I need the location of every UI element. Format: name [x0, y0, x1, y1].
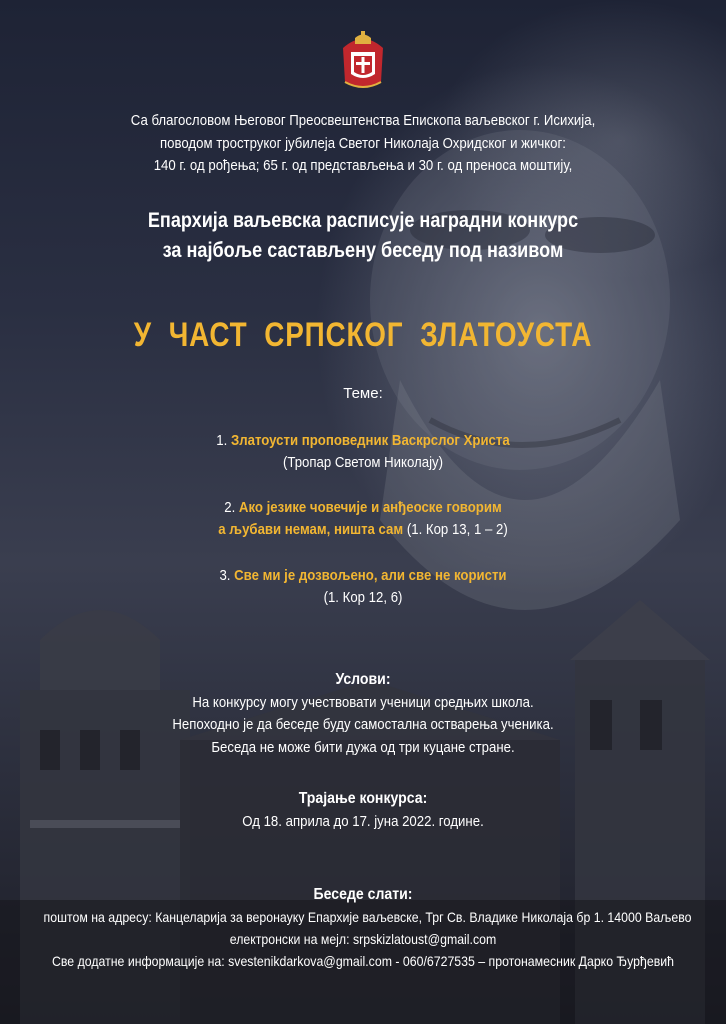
conditions-line-3: Беседа не може бити дужа од три куцане стране. [211, 738, 515, 756]
themes-label: Теме: [343, 385, 383, 402]
theme-item-1 [44, 430, 683, 474]
intro-line-2: поводом троструког јубилеја Светог Николаја Охридског и жичког: [160, 134, 566, 152]
intro-line-3: 140 г. од рођења; 65 г. од представљења и 30 г. од преноса моштију, [153, 157, 573, 174]
competition-announcement [51, 206, 675, 266]
contact-info: Све додатне информације на: svestenikdarkova@gmail.com - 060/6727535 – протонамесник Дарко Ђурђевић [51, 953, 675, 969]
theme-2-title-line-2: а љубави немам, ништа сам [218, 521, 404, 538]
submission-postal-address: поштом на адресу: Канцеларија за веронауку Епархије ваљевске, Трг Св. Владике Николаја бр 1. 14000 Ваљево [43, 909, 692, 925]
theme-2-number: 2. [224, 499, 236, 516]
theme-2-title-line-1: Ако језике човечије и анђеоске говорим [238, 499, 502, 516]
submission-email: електронски на мејл: srpskizlatoust@gmail.com [229, 931, 497, 947]
conditions-section [44, 669, 683, 759]
blessing-intro [44, 110, 683, 178]
duration-heading: Трајање конкурса: [298, 790, 428, 807]
theme-3-note: (1. Кор 12, 6) [323, 589, 403, 606]
competition-title: У ЧАСТ СРПСКОГ ЗЛАТОУСТА [133, 316, 593, 354]
theme-1-title: Златоусти проповедник Васкрслог Христа [230, 432, 510, 449]
conditions-heading: Услови: [335, 671, 391, 688]
diocese-coat-of-arms-icon [337, 30, 389, 90]
theme-item-2 [44, 497, 683, 541]
submission-heading: Беседе слати: [313, 886, 413, 903]
duration-text: Од 18. априла до 17. јуна 2022. године. [242, 812, 484, 830]
theme-item-3 [44, 565, 683, 609]
announcement-line-2: за најбоље састављену беседу под називом [162, 239, 564, 262]
theme-1-number: 1. [216, 432, 228, 449]
conditions-line-2: Непоходно је да беседе буду самостална остварења ученика. [172, 716, 554, 733]
theme-1-note: (Тропар Светом Николају) [282, 454, 444, 471]
conditions-line-1: На конкурсу могу учествовати ученици средњих школа. [192, 693, 534, 711]
theme-2-note: (1. Кор 13, 1 – 2) [406, 521, 508, 538]
announcement-line-1: Епархија ваљевска расписује наградни конкурс [147, 209, 579, 232]
submission-section [43, 884, 692, 972]
duration-section [44, 788, 683, 833]
theme-3-number: 3. [219, 567, 231, 584]
intro-line-1: Са благословом Његовог Преосвештенства Епископа ваљевског г. Исихија, [130, 112, 596, 129]
theme-3-title: Све ми је дозвољено, али све не користи [234, 567, 507, 584]
